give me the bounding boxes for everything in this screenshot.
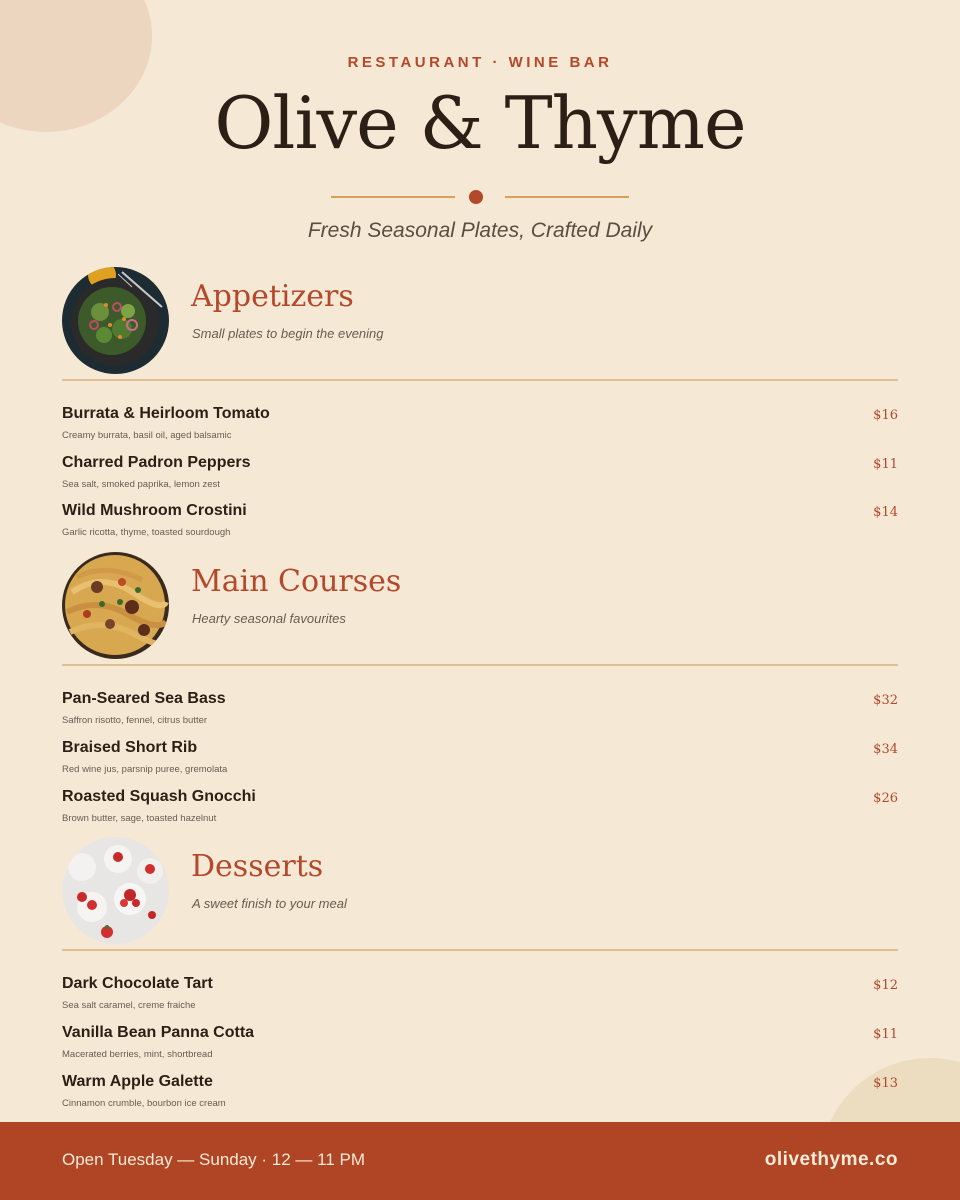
item-description: Red wine jus, parsnip puree, gremolata xyxy=(62,764,228,775)
pasta-photo xyxy=(62,552,169,659)
section-subtitle: A sweet finish to your meal xyxy=(192,896,347,911)
menu-item xyxy=(62,975,898,1019)
section-title: Desserts xyxy=(191,849,324,884)
item-price: $34 xyxy=(873,742,898,757)
item-name: Pan-Seared Sea Bass xyxy=(62,690,226,707)
item-name: Dark Chocolate Tart xyxy=(62,975,213,992)
menu-section-appetizers xyxy=(62,267,898,547)
section-title: Appetizers xyxy=(191,279,354,314)
item-name: Vanilla Bean Panna Cotta xyxy=(62,1024,255,1041)
divider-line-right xyxy=(505,196,629,198)
item-name: Charred Padron Peppers xyxy=(62,454,251,471)
item-price: $14 xyxy=(873,505,898,520)
item-name: Wild Mushroom Crostini xyxy=(62,502,247,519)
menu-item xyxy=(62,405,898,449)
section-divider xyxy=(62,949,898,951)
item-price: $11 xyxy=(873,457,898,472)
item-description: Brown butter, sage, toasted hazelnut xyxy=(62,813,217,824)
divider-line-left xyxy=(331,196,455,198)
menu-section-main-courses xyxy=(62,552,898,832)
menu-item xyxy=(62,1024,898,1068)
item-description: Macerated berries, mint, shortbread xyxy=(62,1049,213,1060)
footer-bar xyxy=(0,1122,960,1200)
item-description: Cinnamon crumble, bourbon ice cream xyxy=(62,1098,226,1109)
item-description: Sea salt, smoked paprika, lemon zest xyxy=(62,479,220,490)
salad-photo xyxy=(62,267,169,374)
divider-dot xyxy=(469,190,483,204)
item-description: Saffron risotto, fennel, citrus butter xyxy=(62,715,208,726)
menu-item xyxy=(62,739,898,783)
section-subtitle: Small plates to begin the evening xyxy=(192,326,384,341)
menu-item xyxy=(62,454,898,498)
opening-hours: Open Tuesday — Sunday · 12 — 11 PM xyxy=(62,1150,366,1169)
item-price: $26 xyxy=(873,791,898,806)
section-divider xyxy=(62,664,898,666)
item-name: Burrata & Heirloom Tomato xyxy=(62,405,270,422)
item-description: Garlic ricotta, thyme, toasted sourdough xyxy=(62,527,231,538)
section-subtitle: Hearty seasonal favourites xyxy=(192,611,346,626)
menu-item xyxy=(62,1073,898,1117)
menu-item xyxy=(62,690,898,734)
tagline: Fresh Seasonal Plates, Crafted Daily xyxy=(307,219,653,242)
website-link[interactable]: olivethyme.co xyxy=(764,1149,898,1170)
restaurant-title: Olive & Thyme xyxy=(214,81,746,165)
menu-item xyxy=(62,502,898,546)
menu-section-desserts xyxy=(62,837,898,1117)
item-name: Roasted Squash Gnocchi xyxy=(62,788,256,805)
item-name: Warm Apple Galette xyxy=(62,1073,213,1090)
item-name: Braised Short Rib xyxy=(62,739,198,756)
item-price: $16 xyxy=(873,408,898,423)
section-title: Main Courses xyxy=(191,564,402,599)
item-price: $12 xyxy=(873,978,898,993)
panna-cotta-photo xyxy=(62,837,169,944)
item-price: $11 xyxy=(873,1027,898,1042)
header-eyebrow: RESTAURANT · WINE BAR xyxy=(347,54,613,71)
item-description: Creamy burrata, basil oil, aged balsamic xyxy=(62,430,232,441)
item-description: Sea salt caramel, creme fraiche xyxy=(62,1000,196,1011)
section-divider xyxy=(62,379,898,381)
item-price: $13 xyxy=(873,1076,898,1091)
item-price: $32 xyxy=(873,693,898,708)
menu-item xyxy=(62,788,898,832)
